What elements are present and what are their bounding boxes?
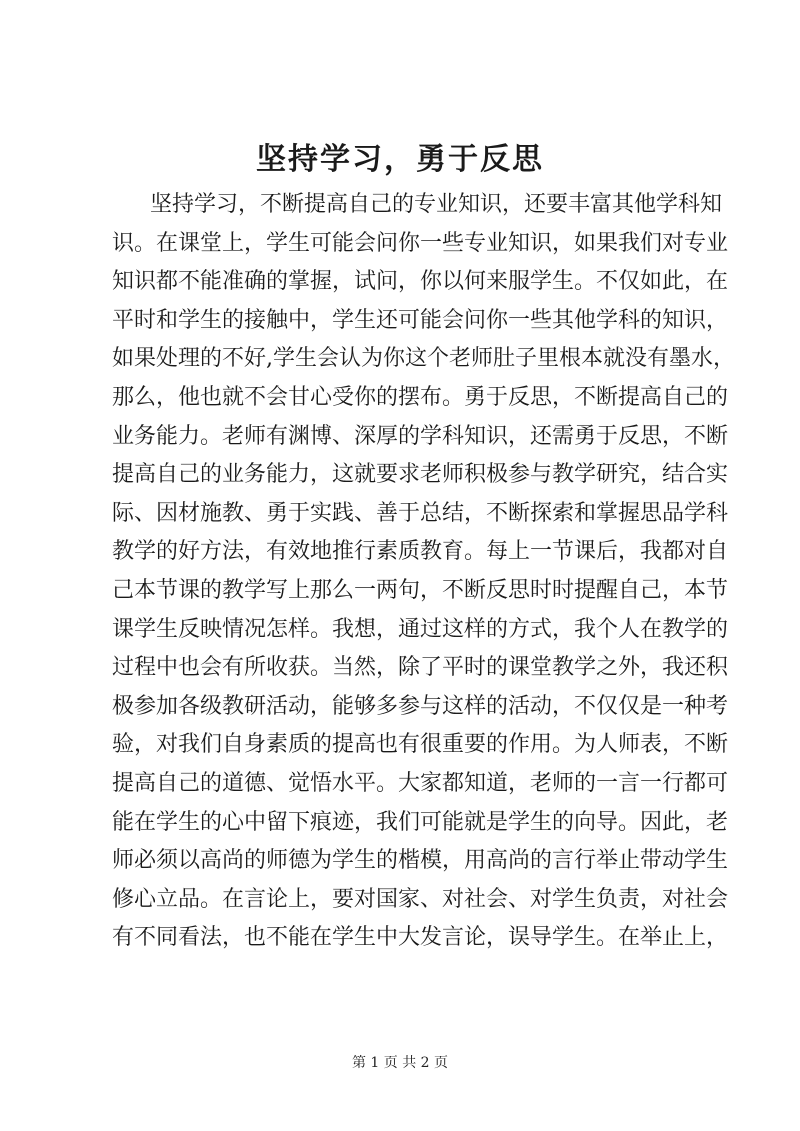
text-line: 提高自己的业务能力，这就要求老师积极参与教学研究，结合实 xyxy=(112,462,729,488)
text-line: 过程中也会有所收获。当然，除了平时的课堂教学之外，我还积 xyxy=(112,655,729,681)
text-line: 能在学生的心中留下痕迹，我们可能就是学生的向导。因此，老 xyxy=(112,809,729,835)
text-line: 验，对我们自身素质的提高也有很重要的作用。为人师表，不断 xyxy=(112,732,729,758)
text-line: 师必须以高尚的师德为学生的楷模，用高尚的言行举止带动学生 xyxy=(112,848,729,874)
document-title: 坚持学习，勇于反思 xyxy=(256,142,544,177)
text-line: 修心立品。在言论上，要对国家、对社会、对学生负责，对社会 xyxy=(112,886,729,912)
text-line: 极参加各级教研活动，能够多参与这样的活动，不仅仅是一种考 xyxy=(112,693,729,719)
text-line: 那么，他也就不会甘心受你的摆布。勇于反思，不断提高自己的 xyxy=(112,384,729,410)
text-line: 教学的好方法，有效地推行素质教育。每上一节课后，我都对自 xyxy=(112,539,729,565)
text-line: 课学生反映情况怎样。我想，通过这样的方式，我个人在教学的 xyxy=(112,616,729,642)
text-line: 坚持学习，不断提高自己的专业知识，还要丰富其他学科知 xyxy=(150,192,723,217)
text-line: 际、因材施教、勇于实践、善于总结，不断探索和掌握思品学科 xyxy=(112,500,729,526)
text-line: 识。在课堂上，学生可能会问你一些专业知识，如果我们对专业 xyxy=(112,230,729,256)
text-line: 有不同看法，也不能在学生中大发言论，误导学生。在举止上， xyxy=(112,925,729,951)
text-line: 业务能力。老师有渊博、深厚的学科知识，还需勇于反思，不断 xyxy=(112,423,729,449)
text-line: 提高自己的道德、觉悟水平。大家都知道，老师的一言一行都可 xyxy=(112,770,729,796)
text-line: 平时和学生的接触中，学生还可能会问你一些其他学科的知识， xyxy=(112,307,729,333)
text-line: 如果处理的不好,学生会认为你这个老师肚子里根本就没有墨水， xyxy=(112,346,735,372)
page-footer: 第 1 页 共 2 页 xyxy=(351,1055,449,1071)
text-line: 知识都不能准确的掌握，试问，你以何来服学生。不仅如此，在 xyxy=(112,269,729,295)
text-line: 己本节课的教学写上那么一两句，不断反思时时提醒自己，本节 xyxy=(112,577,729,603)
body-text xyxy=(112,186,735,958)
